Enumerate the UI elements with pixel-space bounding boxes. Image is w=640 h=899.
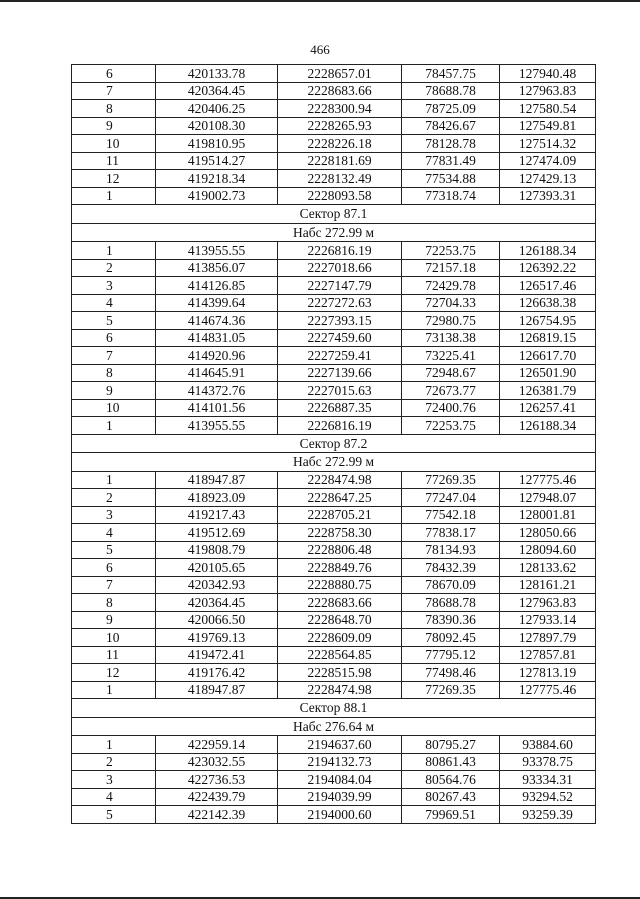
- coordinates-table: [71, 64, 596, 824]
- coord-y-local-cell: 127857.81: [500, 646, 596, 664]
- point-number-cell: 8: [72, 594, 156, 612]
- sector-height: Набс 272.99 м: [72, 223, 596, 242]
- coord-y-cell: 2228226.18: [278, 135, 402, 153]
- coord-x-local-cell: 77247.04: [402, 489, 500, 507]
- coord-x-cell: 422439.79: [156, 788, 278, 806]
- coord-y-local-cell: 126381.79: [500, 382, 596, 400]
- point-number-cell: 6: [72, 65, 156, 83]
- table-row: [72, 664, 596, 682]
- coord-y-local-cell: 126638.38: [500, 294, 596, 312]
- point-number-cell: 1: [72, 471, 156, 489]
- table-row: [72, 277, 596, 295]
- coord-y-local-cell: 127897.79: [500, 629, 596, 647]
- coord-x-cell: 418923.09: [156, 489, 278, 507]
- coord-y-cell: 2228683.66: [278, 594, 402, 612]
- coord-x-cell: 420406.25: [156, 100, 278, 118]
- table-row: [72, 559, 596, 577]
- table-row: [72, 489, 596, 507]
- coord-y-cell: 2194000.60: [278, 806, 402, 824]
- coord-x-cell: 420364.45: [156, 82, 278, 100]
- coord-y-local-cell: 127775.46: [500, 681, 596, 699]
- sector-height: Набс 272.99 м: [72, 453, 596, 472]
- coord-x-cell: 418947.87: [156, 471, 278, 489]
- table-row: [72, 242, 596, 260]
- sector-title-row: [72, 205, 596, 224]
- point-number-cell: 7: [72, 82, 156, 100]
- coord-x-cell: 419472.41: [156, 646, 278, 664]
- coord-x-cell: 419769.13: [156, 629, 278, 647]
- coord-y-local-cell: 126188.34: [500, 417, 596, 435]
- table-row: [72, 382, 596, 400]
- coord-y-local-cell: 127940.48: [500, 65, 596, 83]
- point-number-cell: 11: [72, 152, 156, 170]
- table-row: [72, 100, 596, 118]
- coord-y-cell: 2226816.19: [278, 242, 402, 260]
- coord-x-local-cell: 78670.09: [402, 576, 500, 594]
- point-number-cell: 5: [72, 541, 156, 559]
- coord-y-local-cell: 127775.46: [500, 471, 596, 489]
- table-row: [72, 417, 596, 435]
- coord-y-cell: 2227147.79: [278, 277, 402, 295]
- point-number-cell: 10: [72, 399, 156, 417]
- point-number-cell: 12: [72, 664, 156, 682]
- point-number-cell: 8: [72, 100, 156, 118]
- coord-x-local-cell: 78688.78: [402, 594, 500, 612]
- coord-y-cell: 2228683.66: [278, 82, 402, 100]
- table-row: [72, 259, 596, 277]
- coord-x-local-cell: 78457.75: [402, 65, 500, 83]
- table-row: [72, 471, 596, 489]
- coord-y-cell: 2227459.60: [278, 329, 402, 347]
- coord-y-cell: 2227139.66: [278, 364, 402, 382]
- coord-x-local-cell: 79969.51: [402, 806, 500, 824]
- coord-y-local-cell: 127813.19: [500, 664, 596, 682]
- coord-y-local-cell: 93884.60: [500, 736, 596, 754]
- point-number-cell: 8: [72, 364, 156, 382]
- coord-x-cell: 414399.64: [156, 294, 278, 312]
- coord-x-local-cell: 78432.39: [402, 559, 500, 577]
- coord-x-local-cell: 72980.75: [402, 312, 500, 330]
- point-number-cell: 1: [72, 736, 156, 754]
- table-row: [72, 736, 596, 754]
- coord-y-local-cell: 128001.81: [500, 506, 596, 524]
- coord-y-local-cell: 127549.81: [500, 117, 596, 135]
- table-row: [72, 117, 596, 135]
- coord-x-local-cell: 77269.35: [402, 681, 500, 699]
- coord-x-cell: 414101.56: [156, 399, 278, 417]
- point-number-cell: 1: [72, 242, 156, 260]
- table-row: [72, 594, 596, 612]
- point-number-cell: 11: [72, 646, 156, 664]
- sector-height: Набс 276.64 м: [72, 717, 596, 736]
- coord-y-local-cell: 127393.31: [500, 187, 596, 205]
- coord-x-cell: 413856.07: [156, 259, 278, 277]
- point-number-cell: 2: [72, 489, 156, 507]
- table-row: [72, 524, 596, 542]
- point-number-cell: 5: [72, 312, 156, 330]
- table-row: [72, 646, 596, 664]
- sector-title-row: [72, 434, 596, 453]
- table-row: [72, 347, 596, 365]
- coord-y-local-cell: 127963.83: [500, 594, 596, 612]
- coord-x-cell: 419002.73: [156, 187, 278, 205]
- coord-y-local-cell: 128161.21: [500, 576, 596, 594]
- sector-height-row: [72, 717, 596, 736]
- coord-x-local-cell: 78092.45: [402, 629, 500, 647]
- table-row: [72, 170, 596, 188]
- coord-x-cell: 419514.27: [156, 152, 278, 170]
- coord-y-cell: 2228880.75: [278, 576, 402, 594]
- table-row: [72, 506, 596, 524]
- point-number-cell: 7: [72, 576, 156, 594]
- coord-y-local-cell: 126517.46: [500, 277, 596, 295]
- coord-x-local-cell: 77269.35: [402, 471, 500, 489]
- coord-y-cell: 2228300.94: [278, 100, 402, 118]
- sector-title-row: [72, 699, 596, 718]
- coord-x-cell: 420342.93: [156, 576, 278, 594]
- table-row: [72, 152, 596, 170]
- table-row: [72, 681, 596, 699]
- coord-x-local-cell: 72948.67: [402, 364, 500, 382]
- coord-x-cell: 414372.76: [156, 382, 278, 400]
- coord-y-cell: 2228515.98: [278, 664, 402, 682]
- coord-x-local-cell: 78128.78: [402, 135, 500, 153]
- coord-x-local-cell: 72157.18: [402, 259, 500, 277]
- coord-x-cell: 420133.78: [156, 65, 278, 83]
- coord-y-cell: 2228806.48: [278, 541, 402, 559]
- coord-x-local-cell: 72253.75: [402, 242, 500, 260]
- coord-y-cell: 2228609.09: [278, 629, 402, 647]
- coord-x-local-cell: 78390.36: [402, 611, 500, 629]
- coord-y-local-cell: 127963.83: [500, 82, 596, 100]
- coord-y-local-cell: 128094.60: [500, 541, 596, 559]
- coord-y-local-cell: 93259.39: [500, 806, 596, 824]
- table-row: [72, 611, 596, 629]
- coord-x-local-cell: 77542.18: [402, 506, 500, 524]
- point-number-cell: 4: [72, 788, 156, 806]
- coord-x-local-cell: 77795.12: [402, 646, 500, 664]
- coord-x-cell: 422959.14: [156, 736, 278, 754]
- point-number-cell: 3: [72, 771, 156, 789]
- coord-y-cell: 2194637.60: [278, 736, 402, 754]
- table-row: [72, 788, 596, 806]
- point-number-cell: 4: [72, 294, 156, 312]
- coord-y-cell: 2194084.04: [278, 771, 402, 789]
- sector-title: Сектор 87.2: [72, 434, 596, 453]
- coord-y-local-cell: 127580.54: [500, 100, 596, 118]
- table-row: [72, 135, 596, 153]
- coord-y-cell: 2227272.63: [278, 294, 402, 312]
- coord-y-cell: 2227015.63: [278, 382, 402, 400]
- coord-y-cell: 2228093.58: [278, 187, 402, 205]
- coord-y-cell: 2228657.01: [278, 65, 402, 83]
- coord-x-cell: 413955.55: [156, 417, 278, 435]
- coord-y-cell: 2228647.25: [278, 489, 402, 507]
- coord-y-cell: 2228564.85: [278, 646, 402, 664]
- coord-x-cell: 419810.95: [156, 135, 278, 153]
- coord-x-cell: 419217.43: [156, 506, 278, 524]
- coord-x-cell: 420364.45: [156, 594, 278, 612]
- coord-x-local-cell: 72400.76: [402, 399, 500, 417]
- table-row: [72, 806, 596, 824]
- coord-y-local-cell: 126617.70: [500, 347, 596, 365]
- coord-x-cell: 419218.34: [156, 170, 278, 188]
- coord-x-local-cell: 77498.46: [402, 664, 500, 682]
- coordinates-table-body: [72, 65, 596, 824]
- coord-y-cell: 2226816.19: [278, 417, 402, 435]
- coord-y-cell: 2228758.30: [278, 524, 402, 542]
- coord-y-cell: 2228648.70: [278, 611, 402, 629]
- point-number-cell: 10: [72, 135, 156, 153]
- coord-y-local-cell: 126501.90: [500, 364, 596, 382]
- coord-y-cell: 2194132.73: [278, 753, 402, 771]
- coord-x-local-cell: 77318.74: [402, 187, 500, 205]
- coord-y-cell: 2227259.41: [278, 347, 402, 365]
- coord-x-cell: 422736.53: [156, 771, 278, 789]
- point-number-cell: 1: [72, 681, 156, 699]
- point-number-cell: 3: [72, 277, 156, 295]
- scan-top-edge: [0, 0, 640, 2]
- coord-y-local-cell: 128050.66: [500, 524, 596, 542]
- coord-x-cell: 413955.55: [156, 242, 278, 260]
- coord-x-local-cell: 78725.09: [402, 100, 500, 118]
- point-number-cell: 7: [72, 347, 156, 365]
- coord-x-local-cell: 73138.38: [402, 329, 500, 347]
- point-number-cell: 9: [72, 611, 156, 629]
- coord-x-cell: 420105.65: [156, 559, 278, 577]
- coord-x-local-cell: 77831.49: [402, 152, 500, 170]
- coord-x-cell: 414920.96: [156, 347, 278, 365]
- table-row: [72, 771, 596, 789]
- point-number-cell: 1: [72, 417, 156, 435]
- table-row: [72, 329, 596, 347]
- coord-x-local-cell: 72704.33: [402, 294, 500, 312]
- coord-y-local-cell: 127429.13: [500, 170, 596, 188]
- table-row: [72, 399, 596, 417]
- coord-y-cell: 2194039.99: [278, 788, 402, 806]
- table-row: [72, 576, 596, 594]
- coord-y-local-cell: 93378.75: [500, 753, 596, 771]
- sector-height-row: [72, 453, 596, 472]
- coord-x-local-cell: 80861.43: [402, 753, 500, 771]
- point-number-cell: 9: [72, 382, 156, 400]
- table-row: [72, 629, 596, 647]
- table-row: [72, 82, 596, 100]
- coord-y-cell: 2228474.98: [278, 471, 402, 489]
- coord-y-local-cell: 126257.41: [500, 399, 596, 417]
- coord-x-cell: 420066.50: [156, 611, 278, 629]
- sector-height-row: [72, 223, 596, 242]
- table-row: [72, 541, 596, 559]
- coord-y-local-cell: 126392.22: [500, 259, 596, 277]
- coord-y-local-cell: 127948.07: [500, 489, 596, 507]
- coord-x-cell: 419808.79: [156, 541, 278, 559]
- coord-y-local-cell: 93334.31: [500, 771, 596, 789]
- coord-y-cell: 2228181.69: [278, 152, 402, 170]
- coord-y-local-cell: 127933.14: [500, 611, 596, 629]
- coord-x-local-cell: 78134.93: [402, 541, 500, 559]
- coord-x-cell: 422142.39: [156, 806, 278, 824]
- coord-y-cell: 2226887.35: [278, 399, 402, 417]
- page-number: 466: [310, 42, 330, 57]
- coord-x-cell: 420108.30: [156, 117, 278, 135]
- coord-y-local-cell: 126754.95: [500, 312, 596, 330]
- coord-x-cell: 419176.42: [156, 664, 278, 682]
- coord-x-local-cell: 80564.76: [402, 771, 500, 789]
- coord-x-local-cell: 72429.78: [402, 277, 500, 295]
- coord-x-local-cell: 80267.43: [402, 788, 500, 806]
- point-number-cell: 10: [72, 629, 156, 647]
- coord-x-cell: 419512.69: [156, 524, 278, 542]
- point-number-cell: 9: [72, 117, 156, 135]
- coord-y-cell: 2228705.21: [278, 506, 402, 524]
- coord-x-local-cell: 77534.88: [402, 170, 500, 188]
- coord-y-cell: 2228474.98: [278, 681, 402, 699]
- coord-x-local-cell: 73225.41: [402, 347, 500, 365]
- coord-y-cell: 2227018.66: [278, 259, 402, 277]
- coord-x-local-cell: 72673.77: [402, 382, 500, 400]
- coord-x-cell: 423032.55: [156, 753, 278, 771]
- point-number-cell: 6: [72, 559, 156, 577]
- coord-x-cell: 414674.36: [156, 312, 278, 330]
- point-number-cell: 4: [72, 524, 156, 542]
- coord-y-cell: 2228265.93: [278, 117, 402, 135]
- coord-y-local-cell: 126188.34: [500, 242, 596, 260]
- coord-x-local-cell: 72253.75: [402, 417, 500, 435]
- point-number-cell: 5: [72, 806, 156, 824]
- coord-x-cell: 418947.87: [156, 681, 278, 699]
- coord-y-local-cell: 127474.09: [500, 152, 596, 170]
- table-row: [72, 312, 596, 330]
- point-number-cell: 6: [72, 329, 156, 347]
- coord-x-cell: 414645.91: [156, 364, 278, 382]
- point-number-cell: 1: [72, 187, 156, 205]
- table-row: [72, 187, 596, 205]
- coord-x-cell: 414831.05: [156, 329, 278, 347]
- point-number-cell: 12: [72, 170, 156, 188]
- coord-y-local-cell: 127514.32: [500, 135, 596, 153]
- coord-y-cell: 2227393.15: [278, 312, 402, 330]
- sector-title: Сектор 88.1: [72, 699, 596, 718]
- table-row: [72, 364, 596, 382]
- point-number-cell: 3: [72, 506, 156, 524]
- table-row: [72, 65, 596, 83]
- coord-y-cell: 2228849.76: [278, 559, 402, 577]
- point-number-cell: 2: [72, 753, 156, 771]
- coord-y-cell: 2228132.49: [278, 170, 402, 188]
- coord-x-local-cell: 77838.17: [402, 524, 500, 542]
- coord-x-local-cell: 78426.67: [402, 117, 500, 135]
- coord-x-cell: 414126.85: [156, 277, 278, 295]
- point-number-cell: 2: [72, 259, 156, 277]
- coord-y-local-cell: 126819.15: [500, 329, 596, 347]
- coord-y-local-cell: 93294.52: [500, 788, 596, 806]
- coord-x-local-cell: 78688.78: [402, 82, 500, 100]
- table-row: [72, 294, 596, 312]
- sector-title: Сектор 87.1: [72, 205, 596, 224]
- table-row: [72, 753, 596, 771]
- coord-x-local-cell: 80795.27: [402, 736, 500, 754]
- coord-y-local-cell: 128133.62: [500, 559, 596, 577]
